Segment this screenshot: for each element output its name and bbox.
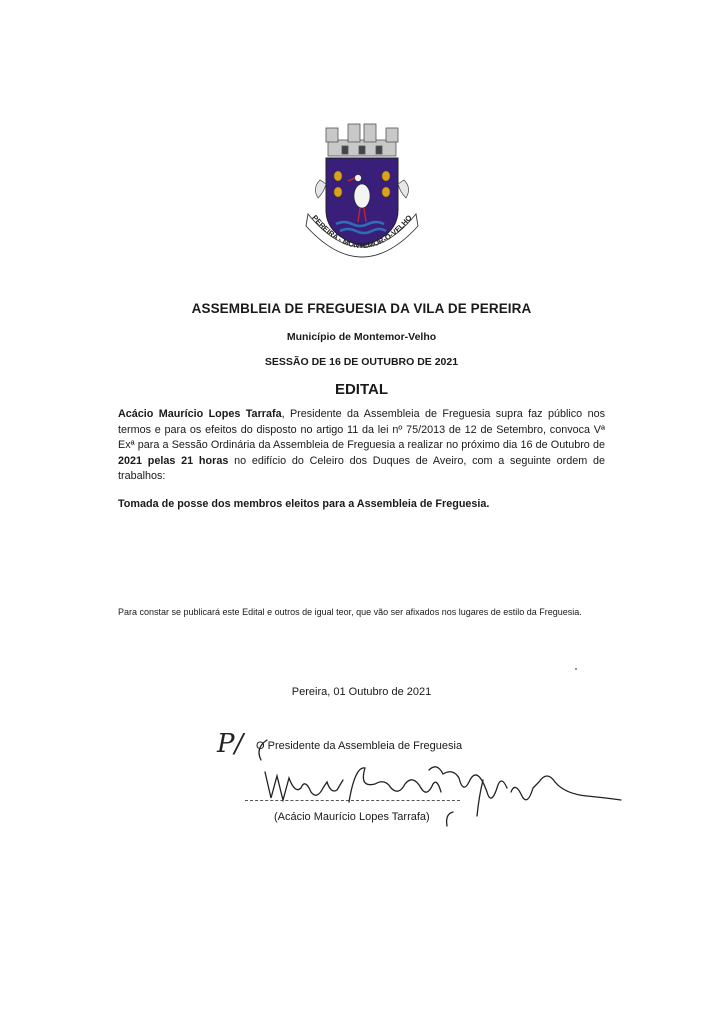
meeting-time: 2021 pelas 21 horas [118, 454, 229, 467]
session-date: SESSÃO DE 16 DE OUTUBRO DE 2021 [264, 356, 459, 368]
scan-speck [575, 668, 577, 670]
place-and-date: Pereira, 01 Outubro de 2021 [291, 686, 432, 698]
pear-icon [382, 171, 390, 181]
scroll-right [398, 180, 409, 198]
pear-icon [382, 187, 390, 197]
scroll-left [315, 180, 326, 198]
edital-heading: EDITAL [334, 381, 389, 398]
president-name: Acácio Maurício Lopes Tarrafa [118, 408, 282, 420]
pear-icon [334, 187, 342, 197]
coat-of-arms-icon [298, 118, 426, 268]
motto-text: PEREIRA - MONTEMOR-O-VELHO [310, 213, 414, 251]
handwritten-signature [215, 722, 625, 827]
mural-crown [326, 124, 398, 156]
pp-initials: P/ [217, 729, 244, 759]
page-title: ASSEMBLEIA DE FREGUESIA DA VILA DE PEREIRA [191, 301, 532, 316]
agenda-item: Tomada de posse dos membros eleitos para a Assembleia de Freguesia. [118, 498, 490, 510]
paragraph-text-1: , Presidente da Assembleia de Freguesia supra faz público nos termos e para os efeitos do disposto no artigo 11 da lei nº 75/2013 de 12 de Setembro, convoca Vª Exª para a Sessão Ordinária da Assembleia de Freguesia a realizar no próximo dia 16 de Outubro de [118, 408, 605, 451]
pear-icon [334, 171, 342, 181]
municipality-subtitle: Município de Montemor-Velho [286, 331, 437, 343]
publication-note: Para constar se publicará este Edital e outros de igual teor, que vão ser afixados nos lugares de estilo da Freguesia. [118, 607, 582, 617]
convocation-paragraph [118, 407, 605, 485]
paragraph-text-2: no edifício do Celeiro dos Duques de Aveiro, com a seguinte ordem de trabalhos: [118, 454, 605, 482]
president-label: O Presidente da Assembleia de Freguesia [256, 740, 463, 752]
signatory-name: (Acácio Maurício Lopes Tarrafa) [274, 811, 430, 823]
